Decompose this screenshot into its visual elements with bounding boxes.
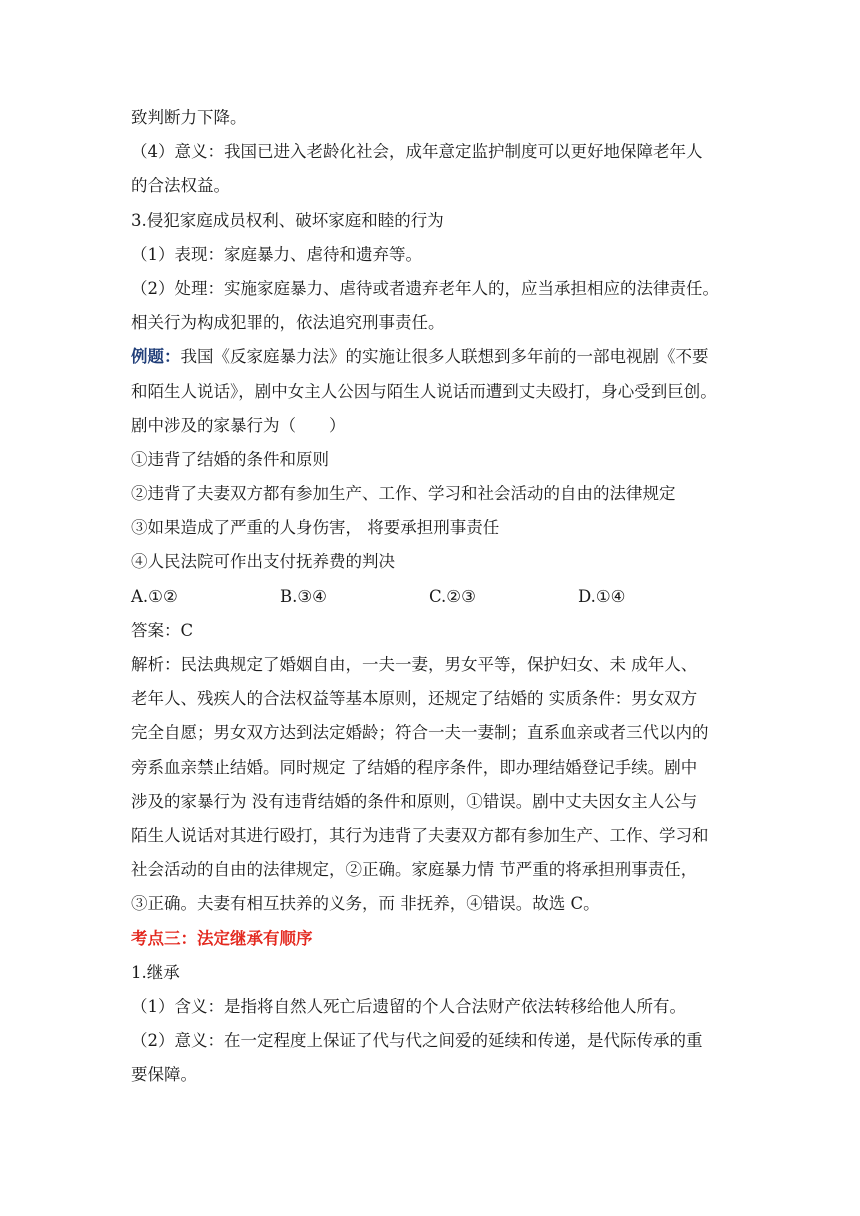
section-heading: 考点三：法定继承有顺序 [131,928,313,948]
analysis-line: 陌生人说话对其进行殴打，其行为违背了夫妻双方都有参加生产、工作、学习和 [131,825,709,845]
option-d: D.①④ [578,586,626,606]
text-line: 致判断力下降。 [131,108,247,127]
text-line: 要保障。 [131,1065,197,1085]
text-line: （2）处理：实施家庭暴力、虐待或者遗弃老年人的，应当承担相应的法律责任。 [131,278,719,298]
example-item: ④人民法院可作出支付抚养费的判决 [131,552,395,572]
analysis-line: 解析：民法典规定了婚姻自由，一夫一妻，男女平等，保护妇女、未 成年人、 [131,655,698,674]
example-label: 例题： [131,347,181,367]
analysis-line: ③正确。夫妻有相互扶养的义务，而 非抚养，④错误。故选 C。 [131,894,600,914]
example-question-line: 和陌生人说话》，剧中女主人公因与陌生人说话而遭到丈夫殴打，身心受到巨创。 [131,381,717,401]
example-item: ①违背了结婚的条件和原则 [131,449,329,469]
analysis-line: 老年人、残疾人的合法权益等基本原则，还规定了结婚的 实质条件：男女双方 [131,689,698,709]
option-a: A.①② [131,586,178,606]
text-line: （1）含义：是指将自然人死亡后遗留的个人合法财产依法转移给他人所有。 [131,996,686,1016]
subheading-line: 3.侵犯家庭成员权利、破坏家庭和睦的行为 [131,210,444,230]
option-c: C.②③ [429,586,476,606]
example-item: ③如果造成了严重的人身伤害， 将要承担刑事责任 [131,518,500,538]
text-line: （2）意义：在一定程度上保证了代与代之间爱的延续和传递，是代际传承的重 [131,1031,703,1051]
analysis-line: 社会活动的自由的法律规定，②正确。家庭暴力情 节严重的将承担刑事责任， [131,860,698,880]
answer-line: 答案：C [131,620,194,640]
text-line: 的合法权益。 [131,176,230,196]
subheading-line: 1.继承 [131,962,180,982]
analysis-line: 涉及的家暴行为 没有违背结婚的条件和原则，①错误。剧中丈夫因女主人公与 [131,791,698,811]
document-body [131,101,733,1092]
example-item: ②违背了夫妻双方都有参加生产、工作、学习和社会活动的自由的法律规定 [131,484,676,504]
answer-options [131,580,733,614]
example-question-line [131,340,733,374]
text-line: （4）意义：我国已进入老龄化社会，成年意定监护制度可以更好地保障老年人 [131,142,703,162]
text-line: 相关行为构成犯罪的，依法追究刑事责任。 [131,313,445,333]
example-text: 我国《反家庭暴力法》的实施让很多人联想到多年前的一部电视剧《不要 [180,347,709,367]
option-b: B.③④ [280,586,327,606]
analysis-line: 旁系血亲禁止结婚。同时规定 了结婚的程序条件，即办理结婚登记手续。剧中 [131,757,698,777]
example-question-line: 剧中涉及的家暴行为（ ） [131,415,346,435]
text-line: （1）表现：家庭暴力、虐待和遗弃等。 [131,244,422,264]
analysis-line: 完全自愿；男女双方达到法定婚龄；符合一夫一妻制；直系血亲或者三代以内的 [131,723,709,743]
